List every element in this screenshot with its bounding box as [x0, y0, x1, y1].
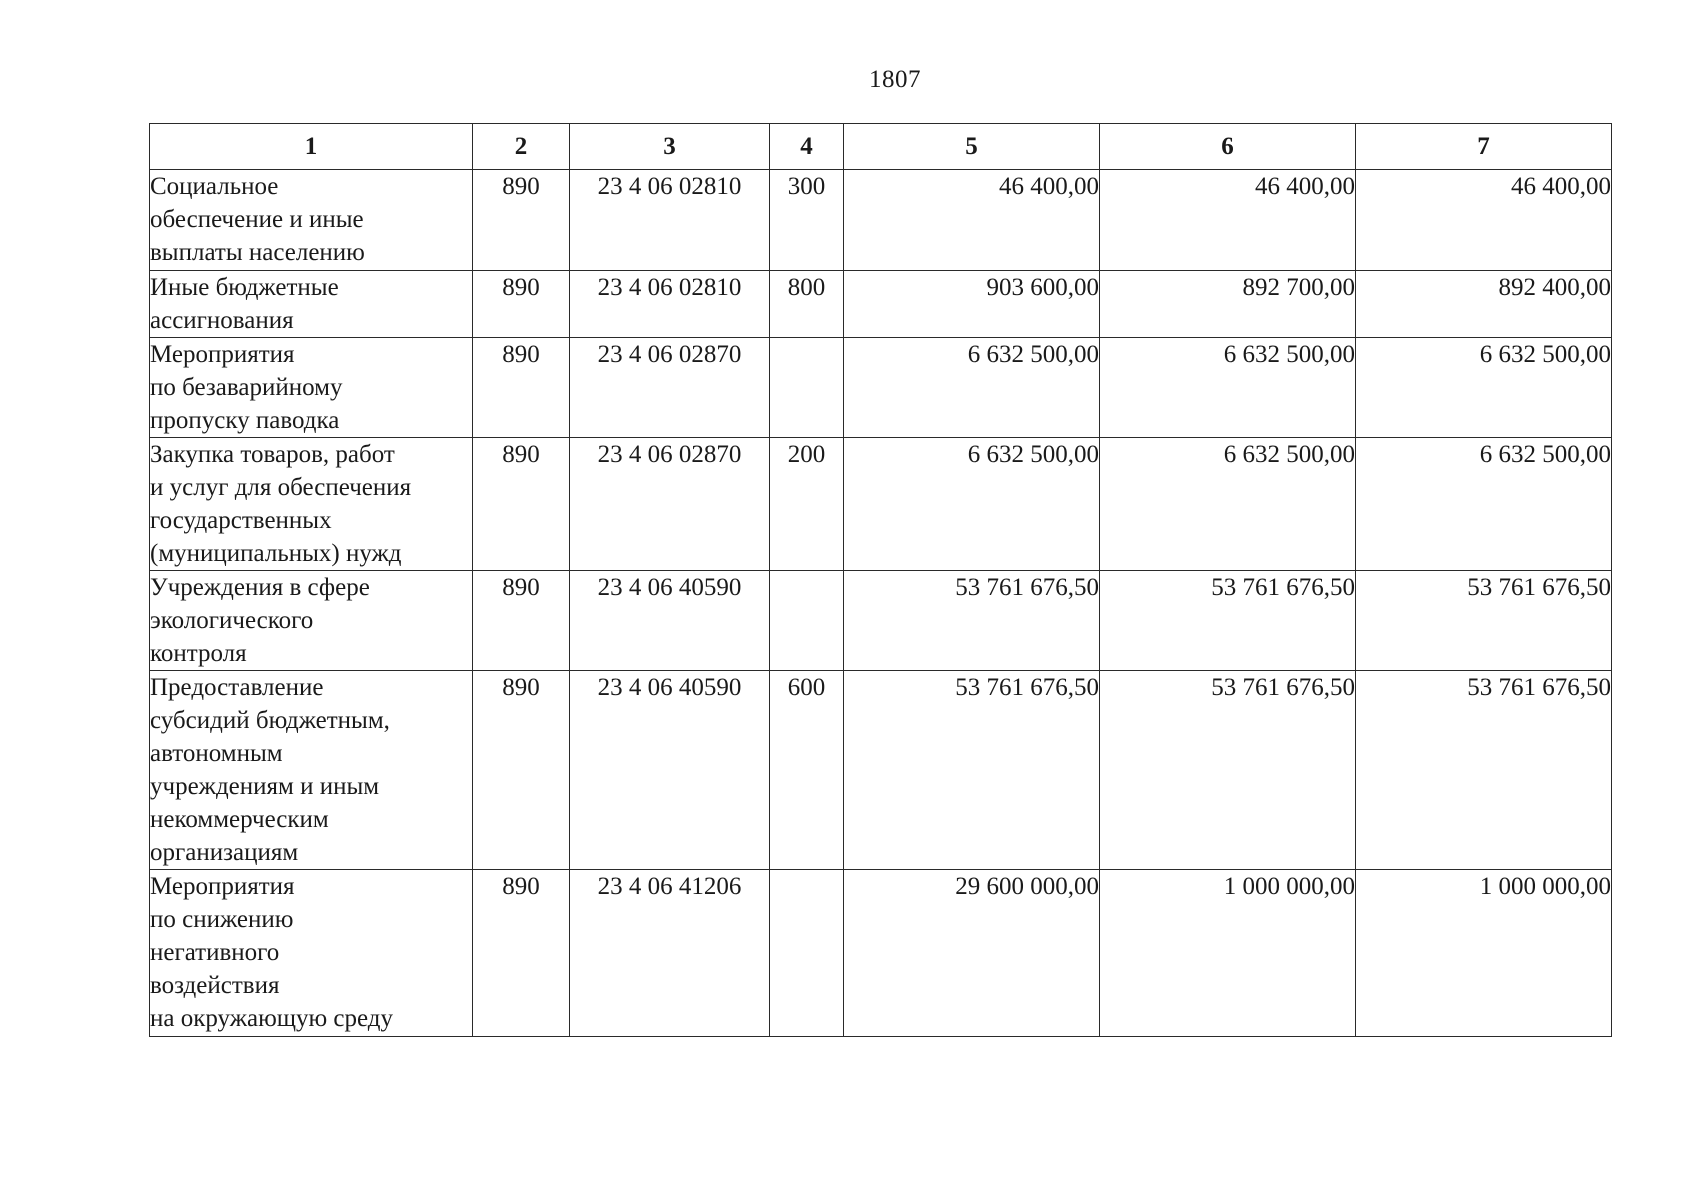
cell-col2: 890: [473, 671, 570, 870]
table-row: [150, 671, 1612, 870]
name-line: и услуг для обеспечения: [150, 474, 412, 501]
name-line: по снижению: [150, 906, 294, 933]
table-row: [150, 338, 1612, 438]
cell-col7: 53 761 676,50: [1356, 671, 1612, 870]
cell-name: [150, 271, 473, 338]
table-row: [150, 438, 1612, 571]
cell-col3: 23 4 06 02810: [570, 271, 770, 338]
cell-col4: 300: [770, 170, 844, 271]
cell-name: [150, 671, 473, 870]
cell-col6: 53 761 676,50: [1100, 671, 1356, 870]
name-line: обеспечение и иные: [150, 206, 364, 233]
cell-name: [150, 338, 473, 438]
cell-col3: 23 4 06 02870: [570, 438, 770, 571]
column-header: 1: [150, 124, 473, 170]
cell-col5: 6 632 500,00: [844, 338, 1100, 438]
cell-col4: 600: [770, 671, 844, 870]
column-header: 4: [770, 124, 844, 170]
name-line: контроля: [150, 640, 247, 667]
name-line: по безаварийному: [150, 374, 343, 401]
cell-col6: 892 700,00: [1100, 271, 1356, 338]
cell-col6: 1 000 000,00: [1100, 870, 1356, 1037]
page-number: 1807: [869, 66, 921, 93]
column-header: 7: [1356, 124, 1612, 170]
column-header: 5: [844, 124, 1100, 170]
cell-col4: [770, 338, 844, 438]
cell-col6: 46 400,00: [1100, 170, 1356, 271]
name-line: негативного: [150, 939, 280, 966]
cell-col7: 1 000 000,00: [1356, 870, 1612, 1037]
cell-col7: 6 632 500,00: [1356, 438, 1612, 571]
name-line: воздействия: [150, 972, 280, 999]
cell-col5: 53 761 676,50: [844, 671, 1100, 870]
cell-col6: 53 761 676,50: [1100, 571, 1356, 671]
cell-col5: 903 600,00: [844, 271, 1100, 338]
cell-col2: 890: [473, 338, 570, 438]
cell-col7: 46 400,00: [1356, 170, 1612, 271]
name-line: ассигнования: [150, 307, 294, 334]
column-header: 2: [473, 124, 570, 170]
name-line: Социальное: [150, 173, 279, 200]
name-line: выплаты населению: [150, 239, 365, 266]
name-line: организациям: [150, 839, 299, 866]
cell-col3: 23 4 06 40590: [570, 671, 770, 870]
cell-col3: 23 4 06 02810: [570, 170, 770, 271]
cell-col5: 53 761 676,50: [844, 571, 1100, 671]
cell-col6: 6 632 500,00: [1100, 438, 1356, 571]
cell-col2: 890: [473, 271, 570, 338]
cell-col4: 200: [770, 438, 844, 571]
table-row: [150, 571, 1612, 671]
name-line: автономным: [150, 740, 283, 767]
table-row: [150, 170, 1612, 271]
cell-col7: 53 761 676,50: [1356, 571, 1612, 671]
cell-col5: 6 632 500,00: [844, 438, 1100, 571]
cell-col6: 6 632 500,00: [1100, 338, 1356, 438]
name-line: учреждениям и иным: [150, 773, 380, 800]
name-line: государственных: [150, 507, 332, 534]
cell-name: [150, 870, 473, 1037]
cell-col2: 890: [473, 170, 570, 271]
name-line: на окружающую среду: [150, 1005, 394, 1032]
cell-col4: [770, 571, 844, 671]
cell-col3: 23 4 06 02870: [570, 338, 770, 438]
cell-col2: 890: [473, 571, 570, 671]
cell-col5: 46 400,00: [844, 170, 1100, 271]
name-line: экологического: [150, 607, 314, 634]
cell-col7: 6 632 500,00: [1356, 338, 1612, 438]
table-row: [150, 271, 1612, 338]
name-line: Мероприятия: [150, 873, 295, 900]
column-header: 6: [1100, 124, 1356, 170]
header-row: [150, 124, 1612, 170]
name-line: Учреждения в сфере: [150, 574, 370, 601]
cell-name: [150, 571, 473, 671]
cell-col2: 890: [473, 438, 570, 571]
cell-name: [150, 438, 473, 571]
name-line: субсидий бюджетным,: [150, 707, 390, 734]
cell-name: [150, 170, 473, 271]
cell-col7: 892 400,00: [1356, 271, 1612, 338]
column-header: 3: [570, 124, 770, 170]
name-line: Предоставление: [150, 674, 324, 701]
table-row: [150, 870, 1612, 1037]
cell-col2: 890: [473, 870, 570, 1037]
name-line: Мероприятия: [150, 341, 295, 368]
cell-col4: 800: [770, 271, 844, 338]
name-line: некоммерческим: [150, 806, 329, 833]
cell-col3: 23 4 06 41206: [570, 870, 770, 1037]
name-line: Закупка товаров, работ: [150, 441, 395, 468]
name-line: пропуску паводка: [150, 407, 340, 434]
name-line: Иные бюджетные: [150, 274, 339, 301]
budget-table: [149, 123, 1612, 1037]
cell-col3: 23 4 06 40590: [570, 571, 770, 671]
cell-col5: 29 600 000,00: [844, 870, 1100, 1037]
cell-col4: [770, 870, 844, 1037]
name-line: (муниципальных) нужд: [150, 540, 402, 567]
